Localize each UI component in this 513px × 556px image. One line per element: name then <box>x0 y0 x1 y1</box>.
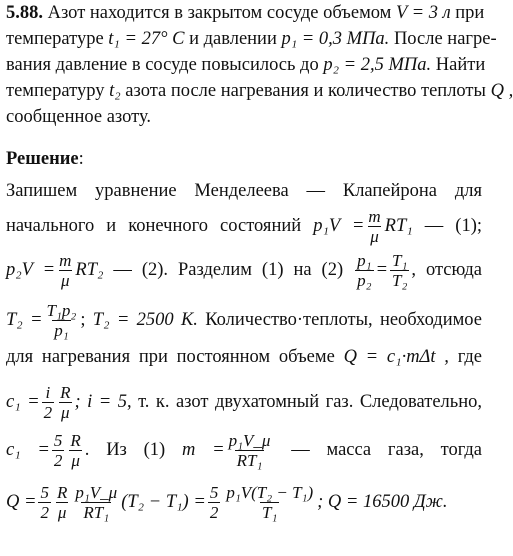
frac-numerator: 5 <box>209 483 219 502</box>
fraction <box>224 484 315 521</box>
frac-denominator: 2 <box>43 403 53 422</box>
solution-line-6 <box>6 384 482 421</box>
problem-line-3 <box>6 54 486 76</box>
solution-text: для нагревания при постоянном объеме <box>6 347 335 367</box>
problem-text: температуре <box>6 29 104 49</box>
solution-line-1 <box>6 180 482 202</box>
fraction <box>390 252 409 289</box>
solution-line-5 <box>6 346 482 368</box>
solution-line-7 <box>6 432 482 469</box>
solution-text: — масса газа, тогда <box>291 439 483 460</box>
p2-formula: p₂ = 2,5 МПа. <box>323 55 432 75</box>
fraction <box>52 432 65 469</box>
fraction <box>366 208 382 245</box>
frac-numerator: p₁V(T₂ − T₁) <box>226 483 314 502</box>
solution-line-2 <box>6 208 482 245</box>
i-value: ; i = 5 <box>74 391 127 412</box>
frac-denominator: p₂ <box>357 271 372 290</box>
solution-line-4 <box>6 302 482 339</box>
c1-lhs: c₁ = <box>6 391 40 412</box>
fraction <box>73 484 119 521</box>
frac-denominator: RT₁ <box>83 503 110 522</box>
solution-text: , отсюда <box>411 259 482 280</box>
problem-text: вания давление в сосуде повысилось до <box>6 55 319 75</box>
frac-denominator: RT₁ <box>236 451 263 470</box>
frac-denominator: 2 <box>53 451 63 470</box>
q-middle: (T₂ − T₁) = <box>121 491 206 512</box>
frac-denominator: μ <box>370 227 379 246</box>
volume-formula: V = 3 л <box>396 3 451 23</box>
problem-line-1 <box>6 2 485 24</box>
problem-text-1: Азот находится в закрытом сосуде объемом <box>43 3 392 23</box>
frac-numerator: p₁ <box>357 251 372 270</box>
fraction <box>68 432 82 469</box>
frac-denominator: T₂ <box>392 271 408 290</box>
q-lhs: Q = <box>6 491 37 512</box>
t2-result: T₂ = 2500 К. <box>92 309 198 330</box>
problem-text: азота после нагревания и количество теплоты <box>125 81 486 101</box>
fraction <box>227 432 273 469</box>
fraction <box>38 484 51 521</box>
solution-colon: : <box>78 149 84 169</box>
frac-denominator: μ <box>71 451 80 470</box>
frac-denominator: T₁ <box>262 503 278 522</box>
solution-heading <box>6 148 482 170</box>
solution-text: где <box>457 347 482 367</box>
q-result: ; Q = 16500 Дж. <box>317 491 448 512</box>
solution-line-8 <box>6 484 482 521</box>
t2-lhs: T₂ = <box>6 309 43 330</box>
fraction <box>208 484 221 521</box>
problem-text: и давлении <box>189 29 277 49</box>
problem-text-1-end: при <box>455 3 485 23</box>
p1-formula: p₁ = 0,3 МПа. <box>281 29 390 49</box>
frac-numerator: p₁V_μ <box>228 431 271 450</box>
problem-text: Найти <box>435 55 486 75</box>
solution-title: Решение <box>6 149 79 169</box>
eq-tag: — (1); <box>424 215 483 236</box>
problem-text: температуру <box>6 81 105 101</box>
equals-sign: = <box>375 259 388 280</box>
t2-symbol: t₂ <box>109 81 121 101</box>
separator: ; <box>80 309 86 330</box>
fraction <box>58 384 72 421</box>
c1-lhs: c₁ = <box>6 439 50 460</box>
solution-text: Запишем уравнение Менделеева — Клапейрона для <box>6 181 482 201</box>
t1-formula: t₁ = 27° C <box>108 29 185 49</box>
fraction <box>355 252 373 289</box>
frac-denominator: μ <box>60 271 70 290</box>
problem-text: После нагре- <box>393 29 497 49</box>
eq2-lhs: p₂V = <box>6 259 56 280</box>
frac-denominator: 2 <box>40 503 49 522</box>
problem-text: сообщенное азоту. <box>6 107 151 127</box>
eq1-lhs: p₁V = <box>313 215 365 236</box>
frac-numerator: T₁p₂ <box>46 301 77 320</box>
frac-numerator: 5 <box>40 483 49 502</box>
frac-numerator: T₁ <box>392 251 408 270</box>
frac-denominator: μ <box>61 403 70 422</box>
q-symbol: Q , <box>490 81 513 101</box>
mass-lhs: m = <box>181 439 225 460</box>
frac-numerator: m <box>368 207 381 226</box>
problem-line-2 <box>6 28 497 50</box>
frac-numerator: 5 <box>53 431 63 450</box>
frac-numerator: R <box>60 383 71 402</box>
frac-denominator: p₁ <box>54 321 69 340</box>
solution-text: . Из (1) <box>84 439 166 460</box>
solution-text: Количество·теплоты, необходимое <box>205 309 482 330</box>
fraction <box>55 484 69 521</box>
eq1-rhs: RT₁ <box>384 215 413 236</box>
frac-numerator: i <box>45 383 51 402</box>
frac-numerator: p₁V_μ <box>75 483 118 502</box>
frac-numerator: R <box>56 483 68 502</box>
fraction <box>42 384 55 421</box>
fraction <box>57 252 73 289</box>
frac-denominator: 2 <box>209 503 219 522</box>
solution-text: начального и конечного состояний <box>6 215 302 236</box>
frac-numerator: R <box>70 431 81 450</box>
frac-numerator: m <box>59 251 72 270</box>
heat-formula: Q = c₁·mΔt , <box>343 347 449 367</box>
problem-line-4 <box>6 80 513 102</box>
frac-denominator: μ <box>57 503 67 522</box>
problem-line-5 <box>6 106 482 128</box>
problem-number: 5.88. <box>6 3 43 23</box>
eq2-rhs: RT₂ <box>75 259 104 280</box>
solution-text: , т. к. азот двухатомный газ. Следовательно, <box>126 391 482 412</box>
solution-text: — (2). Разделим (1) на (2) <box>113 259 344 280</box>
solution-line-3 <box>6 252 482 289</box>
fraction <box>45 302 79 339</box>
